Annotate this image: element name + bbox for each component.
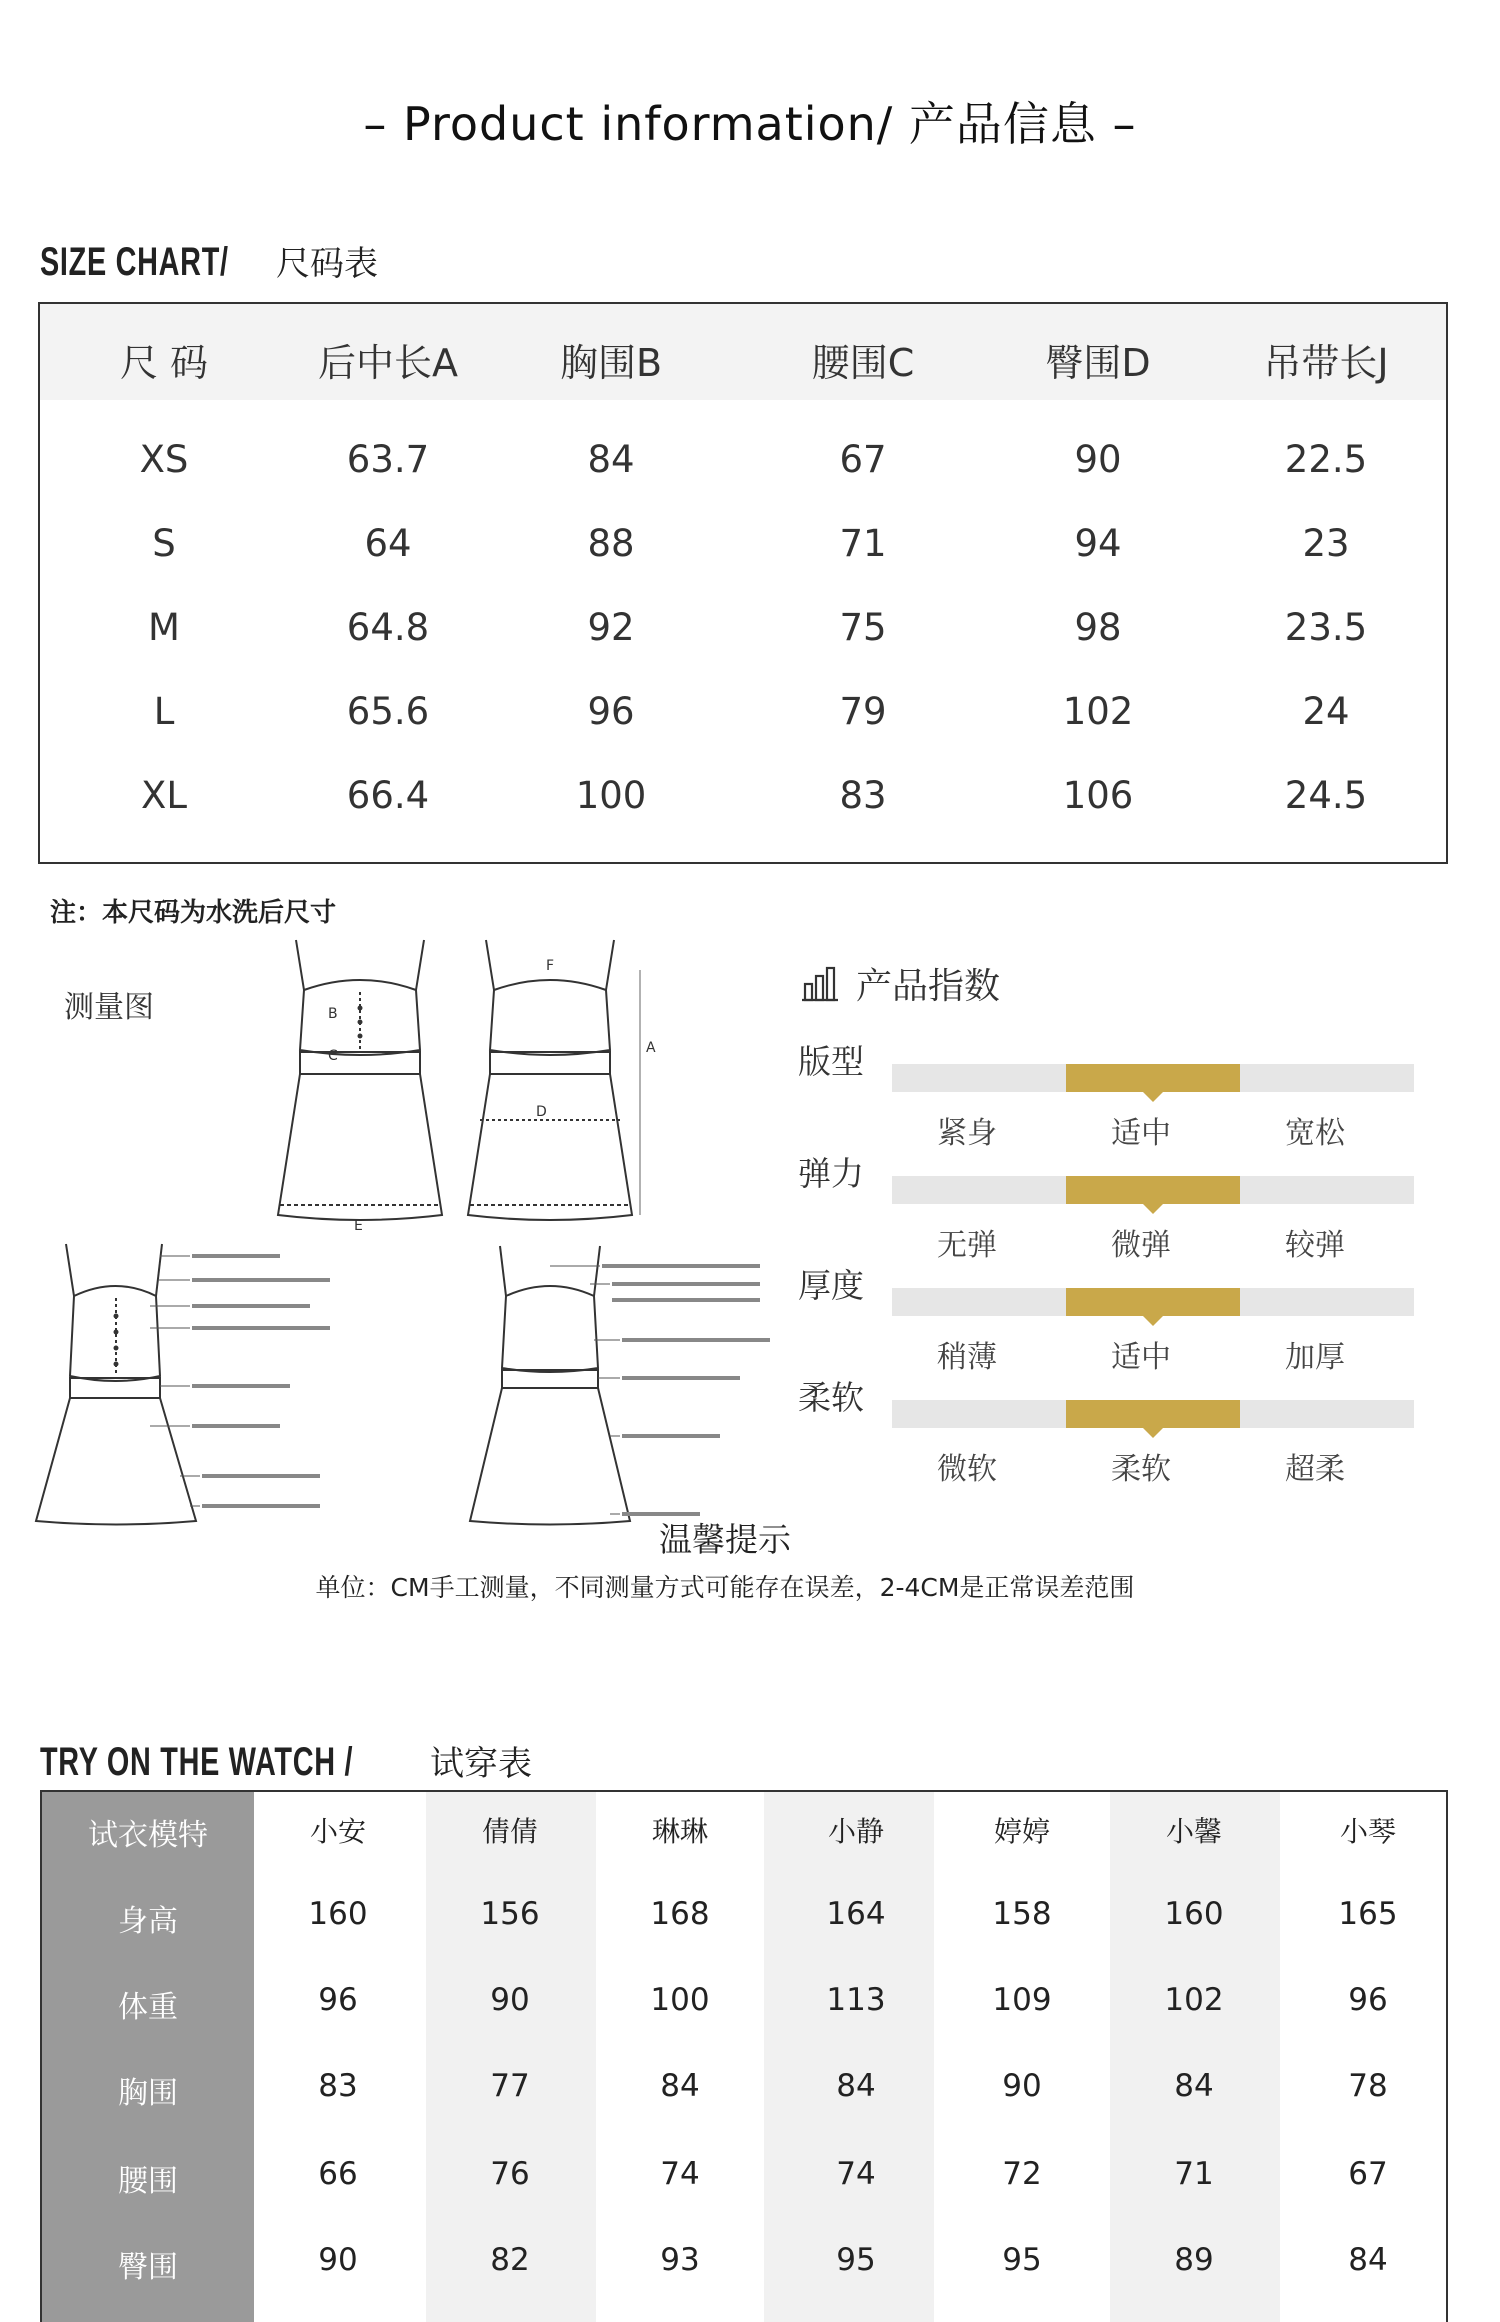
- try-on-table: [40, 1790, 1448, 2322]
- try-on-value: 160: [1164, 1896, 1224, 1932]
- size-cell: 83: [839, 774, 887, 817]
- index-option: 宽松: [1285, 1116, 1345, 1151]
- measure-letter-f: F: [546, 958, 555, 974]
- size-cell: M: [148, 606, 180, 649]
- size-cell: 23.5: [1284, 606, 1368, 649]
- index-bar: [892, 1176, 1414, 1204]
- index-option: 无弹: [937, 1228, 997, 1263]
- try-on-model-name: 小琴: [1339, 1815, 1397, 1848]
- try-on-heading-cn: 试穿表: [430, 1744, 532, 1784]
- size-cell: 23: [1302, 522, 1350, 565]
- index-option: 微弹: [1111, 1228, 1171, 1263]
- try-on-value: 89: [1174, 2242, 1214, 2278]
- measure-letter-a: A: [646, 1040, 656, 1056]
- size-header-cell: 臀围D: [1045, 341, 1151, 385]
- index-bar-notch: [1143, 1316, 1163, 1326]
- try-on-value: 158: [992, 1896, 1052, 1932]
- try-on-value: 95: [836, 2242, 876, 2278]
- try-on-value: 84: [660, 2068, 700, 2104]
- size-chart-heading-cn: 尺码表: [276, 244, 378, 284]
- try-on-value: 100: [650, 1982, 710, 2018]
- try-on-value: 78: [1348, 2068, 1388, 2104]
- measure-letter-e: E: [354, 1218, 363, 1230]
- tips-title: 温馨提示: [659, 1520, 791, 1559]
- index-label: 弹力: [798, 1154, 864, 1193]
- try-on-row-label: 腰围: [118, 2164, 178, 2199]
- try-on-heading: [40, 1736, 532, 1785]
- size-header-cell: 后中长A: [318, 341, 458, 385]
- measure-letter-b: B: [328, 1006, 338, 1022]
- try-on-value: 113: [826, 1982, 886, 2018]
- try-on-row-label: 臀围: [118, 2250, 178, 2285]
- size-chart-table: [38, 302, 1448, 864]
- size-cell: 79: [839, 690, 887, 733]
- dress-front-drawing: [260, 930, 470, 1230]
- try-on-value: 82: [490, 2242, 530, 2278]
- try-on-value: 156: [480, 1896, 540, 1932]
- size-header-cell: 尺 码: [119, 341, 209, 385]
- try-on-model-name: 小静: [827, 1815, 885, 1848]
- index-option: 超柔: [1285, 1452, 1345, 1487]
- measure-letter-c: C: [328, 1048, 338, 1064]
- index-option: 紧身: [937, 1116, 997, 1151]
- try-on-value: 74: [836, 2156, 876, 2192]
- measure-label: 测量图: [64, 990, 154, 1025]
- size-cell: 67: [839, 438, 887, 481]
- size-cell: 75: [839, 606, 887, 649]
- index-bar-notch: [1143, 1428, 1163, 1438]
- try-on-model-name: 倩倩: [481, 1815, 539, 1848]
- index-label: 柔软: [798, 1378, 864, 1417]
- index-bar-fill: [1066, 1064, 1240, 1092]
- try-on-value: 109: [992, 1982, 1052, 2018]
- dress-back-drawing: [450, 930, 660, 1230]
- try-on-row-label: 试衣模特: [88, 1818, 208, 1853]
- measure-letter-d: D: [536, 1104, 547, 1120]
- try-on-value: 90: [490, 1982, 530, 2018]
- size-header-cell: 腰围C: [811, 341, 915, 385]
- try-on-value: 168: [650, 1896, 710, 1932]
- index-bar-fill: [1066, 1400, 1240, 1428]
- size-cell: 66.4: [346, 774, 430, 817]
- try-on-value: 96: [318, 1982, 358, 2018]
- index-option: 微软: [937, 1452, 997, 1487]
- try-on-value: 84: [1348, 2242, 1388, 2278]
- try-on-value: 93: [660, 2242, 700, 2278]
- size-header-cell: 胸围B: [559, 341, 663, 385]
- try-on-value: 160: [308, 1896, 368, 1932]
- size-cell: 84: [587, 438, 635, 481]
- try-on-model-name: 琳琳: [651, 1815, 709, 1848]
- product-index-title: [800, 958, 1000, 1009]
- index-bar: [892, 1288, 1414, 1316]
- index-bar: [892, 1400, 1414, 1428]
- try-on-value: 96: [1348, 1982, 1388, 2018]
- try-on-model-name: 婷婷: [993, 1815, 1051, 1848]
- size-cell: 102: [1062, 690, 1134, 733]
- index-option: 适中: [1111, 1116, 1171, 1151]
- size-cell: 24.5: [1284, 774, 1368, 817]
- size-cell: 100: [575, 774, 647, 817]
- size-cell: XL: [141, 774, 187, 817]
- index-bar-notch: [1143, 1092, 1163, 1102]
- try-on-value: 95: [1002, 2242, 1042, 2278]
- size-note: 注：本尺码为水洗后尺寸: [50, 898, 337, 928]
- index-option: 柔软: [1111, 1452, 1171, 1487]
- try-on-value: 72: [1002, 2156, 1042, 2192]
- try-on-value: 84: [1174, 2068, 1214, 2104]
- try-on-value: 90: [318, 2242, 358, 2278]
- try-on-value: 74: [660, 2156, 700, 2192]
- size-cell: L: [153, 690, 175, 733]
- try-on-value: 84: [836, 2068, 876, 2104]
- size-cell: 71: [839, 522, 887, 565]
- size-cell: 63.7: [346, 438, 430, 481]
- page-title: – Product information/ 产品信息 –: [363, 97, 1137, 151]
- size-chart-heading: [40, 236, 378, 285]
- index-bar-fill: [1066, 1176, 1240, 1204]
- size-cell: XS: [139, 438, 189, 481]
- try-on-model-name: 小馨: [1165, 1815, 1223, 1848]
- index-bar-fill: [1066, 1288, 1240, 1316]
- index-option: 较弹: [1285, 1228, 1345, 1263]
- size-cell: 96: [587, 690, 635, 733]
- try-on-value: 83: [318, 2068, 358, 2104]
- try-on-heading-en: TRY ON THE WATCH /: [40, 1740, 354, 1784]
- size-cell: 22.5: [1284, 438, 1368, 481]
- size-cell: 98: [1074, 606, 1122, 649]
- try-on-row-label: 胸围: [118, 2076, 178, 2111]
- size-cell: 94: [1074, 522, 1122, 565]
- size-header-cell: 吊带长J: [1263, 341, 1389, 385]
- bar-chart-icon: [800, 966, 840, 1002]
- dress-back-detail-drawing: [460, 1236, 780, 1526]
- size-cell: 88: [587, 522, 635, 565]
- tips-text: 单位：CM手工测量，不同测量方式可能存在误差，2-4CM是正常误差范围: [315, 1573, 1135, 1602]
- try-on-value: 67: [1348, 2156, 1388, 2192]
- try-on-value: 77: [490, 2068, 530, 2104]
- index-label: 厚度: [798, 1266, 864, 1305]
- try-on-row-label: 身高: [118, 1904, 178, 1939]
- index-option: 加厚: [1285, 1340, 1345, 1375]
- try-on-value: 165: [1338, 1896, 1398, 1932]
- try-on-value: 102: [1164, 1982, 1224, 2018]
- try-on-value: 76: [490, 2156, 530, 2192]
- size-cell: 64.8: [346, 606, 430, 649]
- index-label: 版型: [798, 1042, 864, 1081]
- dress-front-detail-drawing: [30, 1236, 330, 1526]
- size-chart-heading-en: SIZE CHART/: [40, 240, 229, 284]
- size-cell: 65.6: [346, 690, 430, 733]
- try-on-value: 66: [318, 2156, 358, 2192]
- try-on-model-name: 小安: [309, 1815, 367, 1848]
- product-index-title-text: 产品指数: [856, 966, 1001, 1007]
- try-on-value: 164: [826, 1896, 886, 1932]
- size-chart-header-row: [40, 304, 1446, 400]
- index-option: 适中: [1111, 1340, 1171, 1375]
- try-on-value: 90: [1002, 2068, 1042, 2104]
- size-cell: S: [152, 522, 176, 565]
- size-cell: 92: [587, 606, 635, 649]
- index-bar: [892, 1064, 1414, 1092]
- index-option: 稍薄: [937, 1340, 997, 1375]
- size-cell: 90: [1074, 438, 1122, 481]
- index-bar-notch: [1143, 1204, 1163, 1214]
- try-on-value: 71: [1174, 2156, 1214, 2192]
- size-cell: 106: [1062, 774, 1134, 817]
- size-cell: 24: [1302, 690, 1350, 733]
- size-cell: 64: [364, 522, 412, 565]
- try-on-row-label: 体重: [118, 1990, 178, 2025]
